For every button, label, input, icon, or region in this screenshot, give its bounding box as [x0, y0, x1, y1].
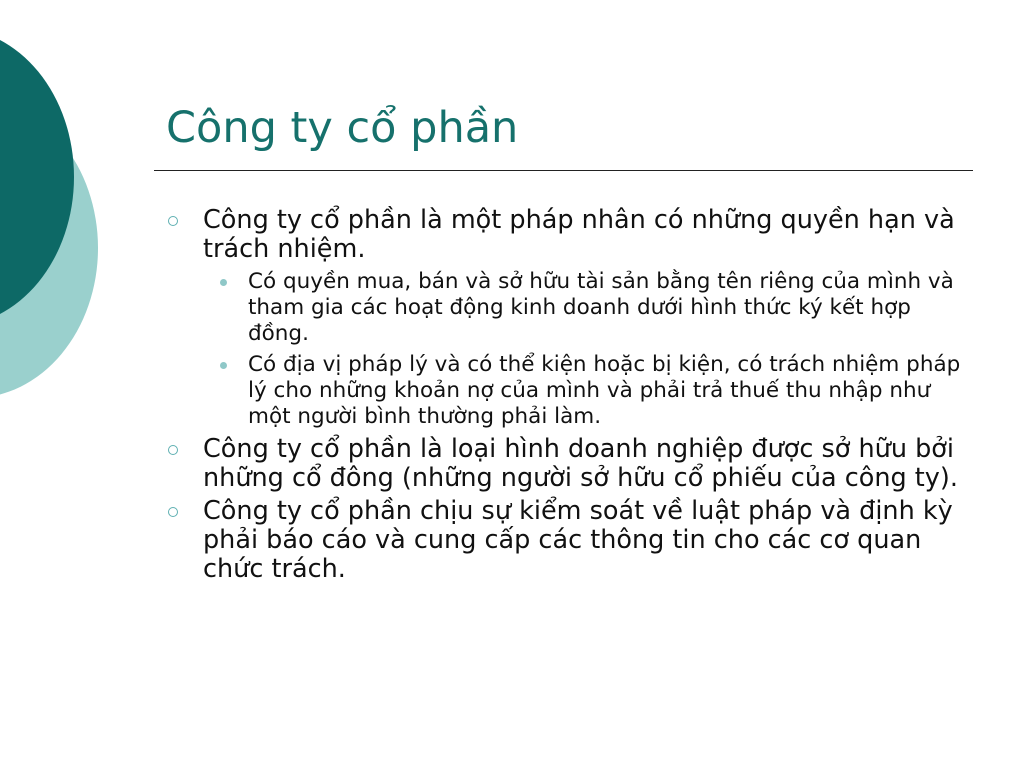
dot-bullet-icon [220, 362, 227, 369]
hollow-circle-bullet-icon [168, 216, 178, 226]
bullet-text: Công ty cổ phần chịu sự kiểm soát về luật pháp và định kỳ phải báo cáo và cung cấp các thông tin cho các cơ quan chức trách. [203, 496, 953, 584]
slide-body [160, 206, 970, 588]
title-divider [154, 170, 973, 171]
bullet-item [160, 497, 970, 584]
bullet-item [160, 435, 970, 493]
sub-bullet-list [203, 269, 970, 430]
hollow-circle-bullet-icon [168, 507, 178, 517]
sub-bullet-text: Có quyền mua, bán và sở hữu tài sản bằng tên riêng của mình và tham gia các hoạt động kinh doanh dưới hình thức ký kết hợp đồng. [248, 269, 954, 346]
bullet-item [160, 206, 970, 430]
bullet-text: Công ty cổ phần là một pháp nhân có những quyền hạn và trách nhiệm. [203, 205, 955, 264]
sub-bullet-item [160, 352, 970, 430]
hollow-circle-bullet-icon [168, 445, 178, 455]
sub-bullet-text: Có địa vị pháp lý và có thể kiện hoặc bị kiện, có trách nhiệm pháp lý cho những khoản nợ của mình và phải trả thuế thu nhập như một người bình thường phải làm. [248, 352, 961, 429]
slide-title: Công ty cổ phần [166, 103, 519, 153]
sub-bullet-item [160, 269, 970, 347]
bullet-text: Công ty cổ phần là loại hình doanh nghiệp được sở hữu bởi những cổ đông (những người sở hữu cổ phiếu của công ty). [203, 434, 958, 493]
dot-bullet-icon [220, 279, 227, 286]
